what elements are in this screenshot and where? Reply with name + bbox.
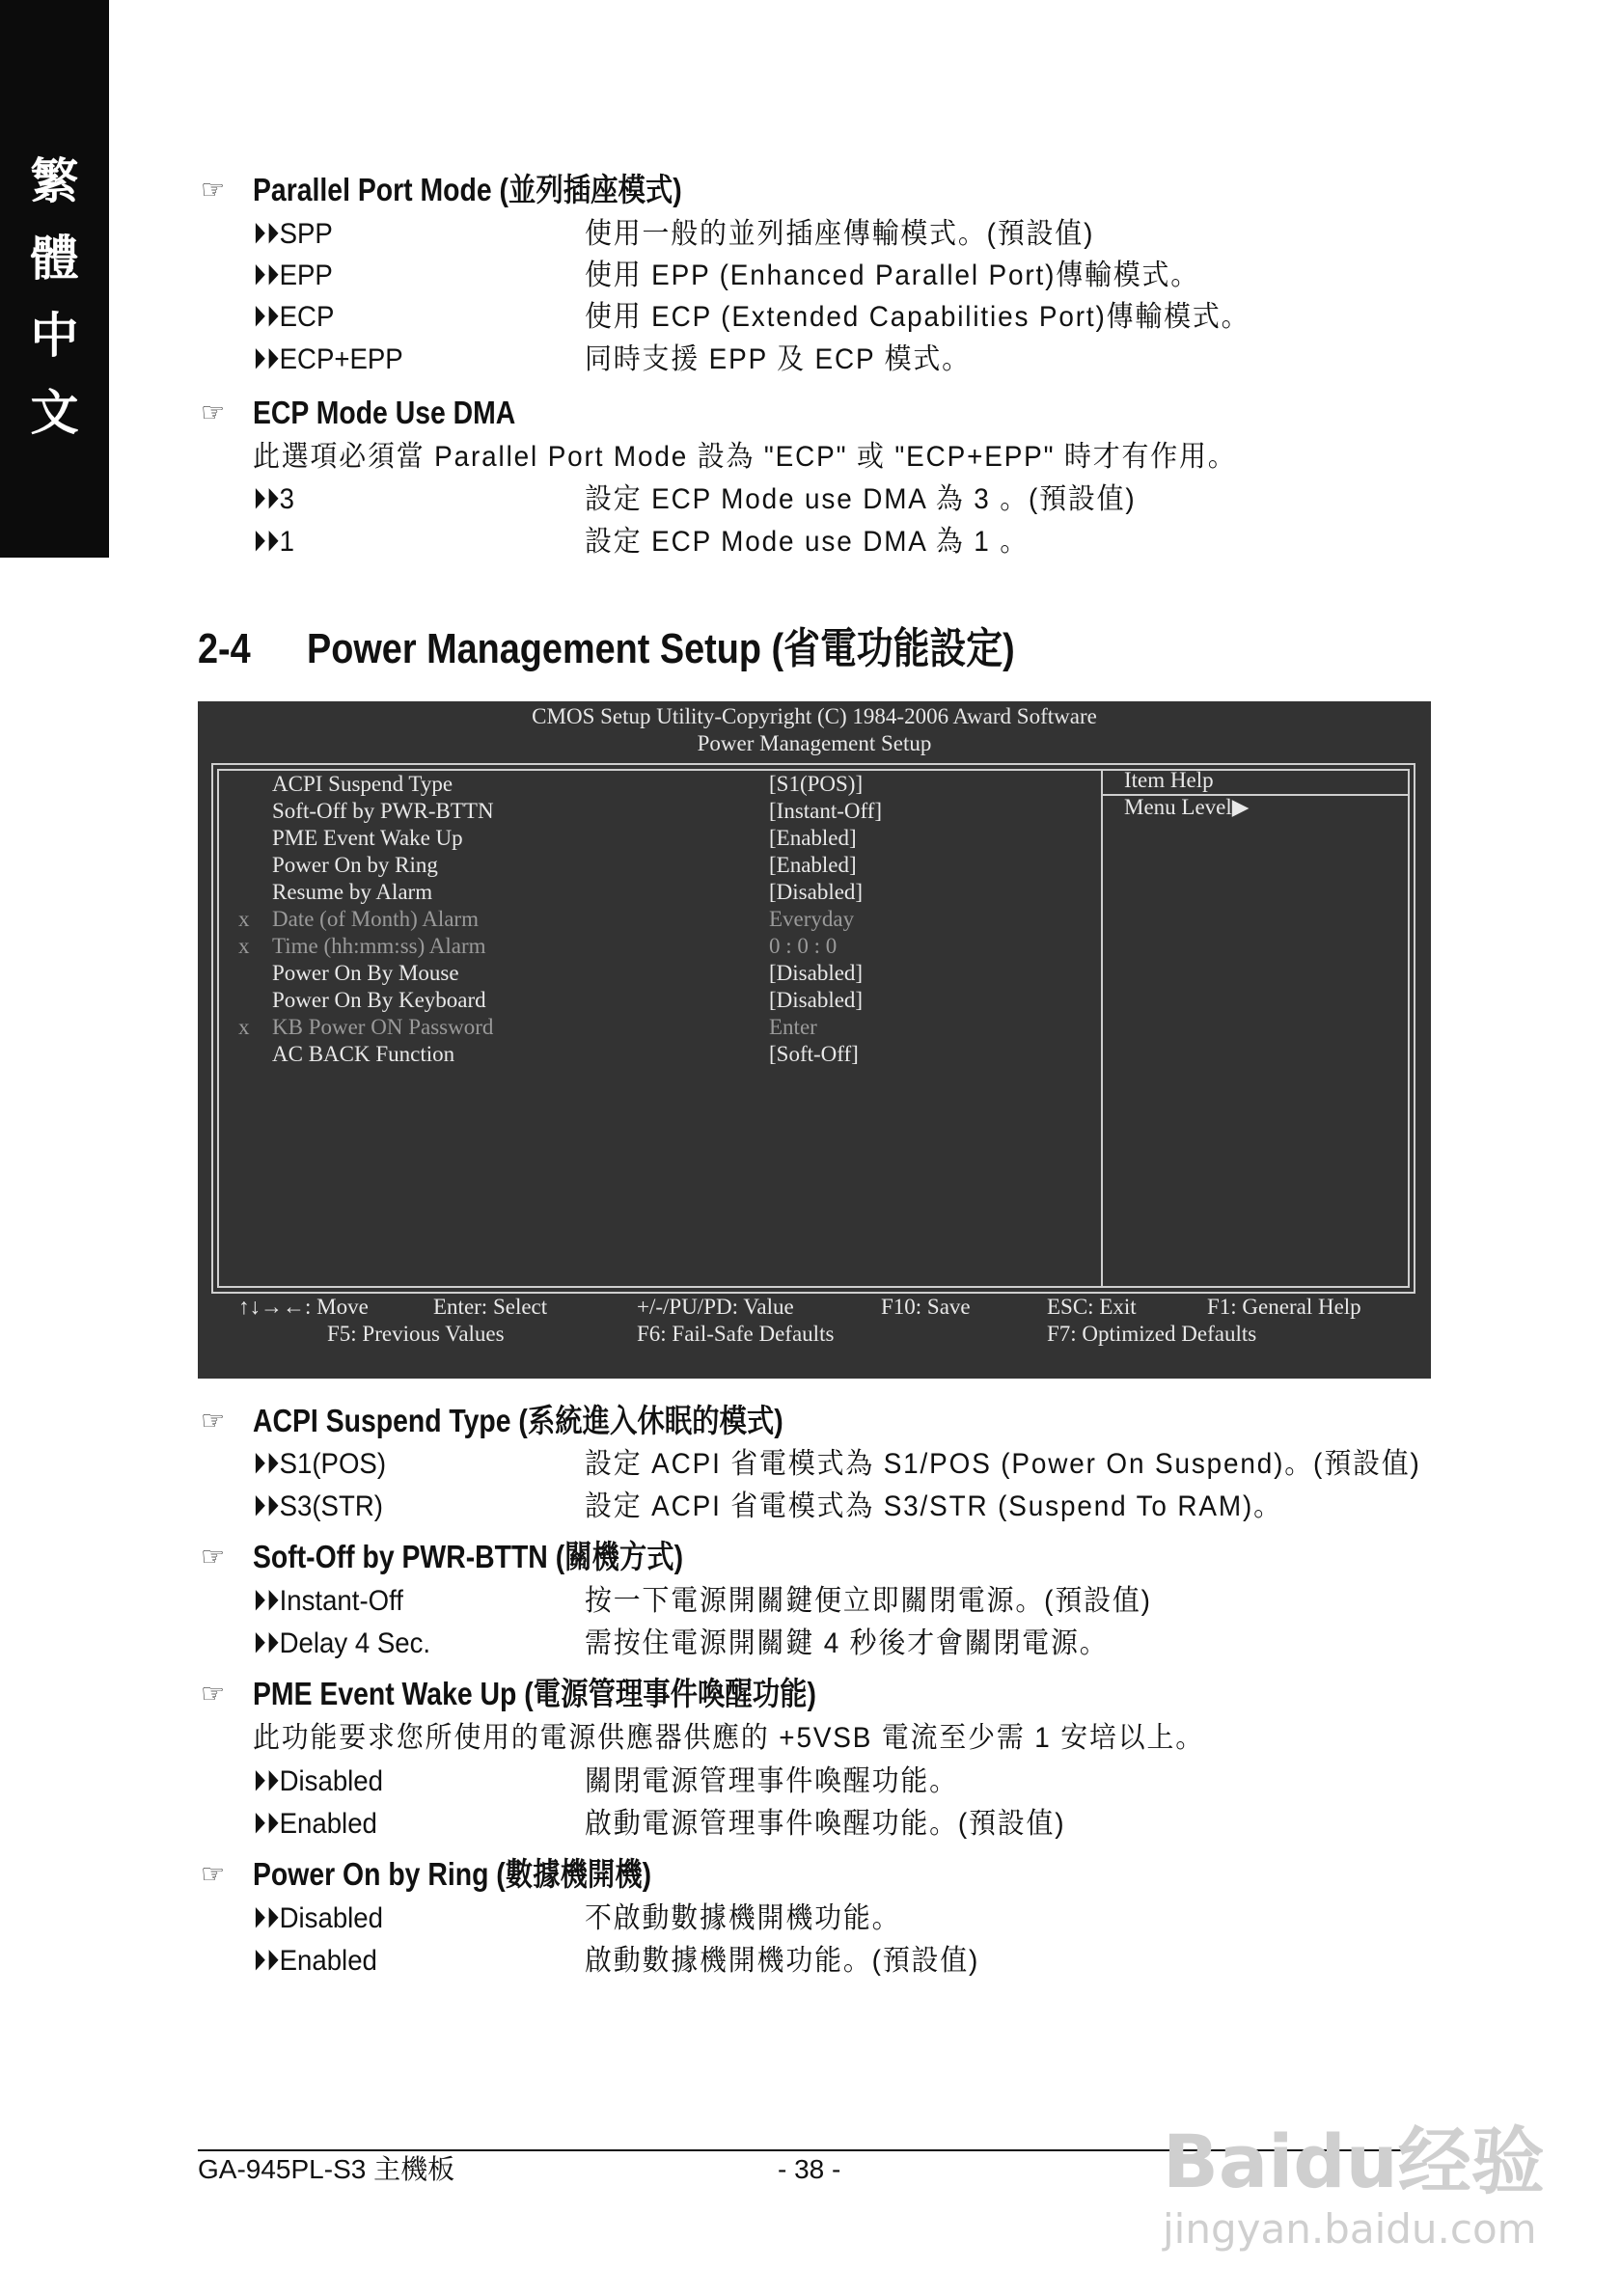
bios-setting-label: Power On by Ring — [272, 853, 438, 877]
pointing-hand-icon: ☞ — [201, 1406, 226, 1435]
option-desc: 按一下電源開關鍵便立即關閉電源。(預設值) — [585, 1585, 1152, 1617]
bios-setting-label: Resume by Alarm — [272, 880, 433, 904]
item-help-title: Item Help — [1124, 768, 1214, 792]
side-tab-char: 繁 — [30, 152, 79, 209]
option-desc: 需按住電源開關鍵 4 秒後才會關閉電源。 — [585, 1627, 1109, 1659]
watermark-logo: Baidu经验 — [1163, 2118, 1545, 2204]
section-title-pme: PME Event Wake Up (電源管理事件喚醒功能) — [253, 1676, 816, 1711]
option-item — [253, 298, 334, 337]
double-arrow-icon: ⏵⏵ — [253, 1945, 280, 1977]
option-desc: 設定 ACPI 省電模式為 S3/STR (Suspend To RAM)。 — [585, 1490, 1282, 1522]
option-name: ECP — [279, 301, 335, 333]
section-title-ring: Power On by Ring (數據機開機) — [253, 1856, 652, 1892]
double-arrow-icon: ⏵⏵ — [253, 1585, 280, 1617]
option-desc: 不啟動數據機開機功能。 — [585, 1902, 901, 1934]
bios-setting-row-disabled — [198, 1014, 1095, 1041]
bios-setting-value[interactable]: [Enabled] — [769, 853, 857, 877]
option-desc: 啟動電源管理事件喚醒功能。(預設值) — [585, 1808, 1066, 1840]
bios-setting-label: Power On By Mouse — [272, 961, 459, 985]
bios-setting-row[interactable] — [198, 1041, 1095, 1068]
option-desc: 使用 ECP (Extended Capabilities Port)傳輸模式。 — [585, 301, 1250, 333]
option-desc: 使用一般的並列插座傳輸模式。(預設值) — [585, 218, 1095, 250]
bios-setting-row[interactable] — [198, 879, 1095, 906]
bios-setting-label: Date (of Month) Alarm — [272, 907, 479, 931]
bios-setting-label: Soft-Off by PWR-BTTN — [272, 799, 494, 823]
bios-setting-value[interactable]: [Instant-Off] — [769, 799, 883, 823]
right-triangle-icon: ▶ — [1231, 795, 1250, 819]
option-name: ECP+EPP — [279, 343, 403, 375]
footer-enter: Enter: Select — [433, 1295, 548, 1319]
bios-setting-label: Time (hh:mm:ss) Alarm — [272, 934, 486, 958]
bios-screen — [198, 701, 1431, 1379]
double-arrow-icon: ⏵⏵ — [253, 1902, 280, 1934]
page-number: - 38 - — [778, 2154, 841, 2184]
bios-setting-value[interactable]: [Disabled] — [769, 961, 864, 985]
disabled-mark: x — [238, 907, 250, 931]
bios-setting-row[interactable] — [198, 852, 1095, 879]
option-desc: 同時支援 EPP 及 ECP 模式。 — [585, 343, 971, 375]
bios-setting-row[interactable] — [198, 987, 1095, 1014]
section-note: 此功能要求您所使用的電源供應器供應的 +5VSB 電流至少需 1 安培以上。 — [253, 1722, 1205, 1754]
option-name: 3 — [279, 483, 294, 515]
option-item — [253, 523, 294, 561]
option-desc: 使用 EPP (Enhanced Parallel Port)傳輸模式。 — [585, 260, 1200, 291]
section-note: 此選項必須當 Parallel Port Mode 設為 "ECP" 或 "ECP+EPP" 時才有作用。 — [253, 441, 1237, 473]
section-title-parallel: Parallel Port Mode (並列插座模式) — [253, 172, 682, 207]
option-desc: 關閉電源管理事件喚醒功能。 — [585, 1765, 958, 1797]
footer-fail-safe: F6: Fail-Safe Defaults — [637, 1322, 835, 1346]
pointing-hand-icon: ☞ — [201, 1542, 226, 1572]
watermark-url: jingyan.baidu.com — [1163, 2205, 1537, 2253]
option-name: Disabled — [279, 1765, 383, 1797]
option-name: Enabled — [279, 1808, 377, 1840]
section-title-ecp-dma: ECP Mode Use DMA — [253, 395, 516, 430]
section-number: 2-4 — [198, 625, 251, 672]
bios-setting-value[interactable]: [Enabled] — [769, 826, 857, 850]
disabled-mark: x — [238, 1015, 250, 1039]
option-item — [253, 1582, 403, 1621]
section-title-softoff: Soft-Off by PWR-BTTN (關機方式) — [253, 1539, 684, 1574]
bios-setting-label: Power On By Keyboard — [272, 988, 486, 1012]
pointing-hand-icon: ☞ — [201, 397, 226, 427]
double-arrow-icon: ⏵⏵ — [253, 1627, 280, 1659]
bios-header-copyright: CMOS Setup Utility-Copyright (C) 1984-2006 Award Software — [532, 704, 1097, 728]
option-name: Enabled — [279, 1945, 377, 1977]
double-arrow-icon: ⏵⏵ — [253, 260, 280, 291]
option-name: 1 — [279, 526, 294, 558]
footer-optimized: F7: Optimized Defaults — [1047, 1322, 1257, 1346]
option-item — [253, 480, 294, 519]
bios-header-title: Power Management Setup — [697, 731, 932, 755]
option-desc: 設定 ECP Mode use DMA 為 1 。 — [585, 526, 1029, 558]
double-arrow-icon: ⏵⏵ — [253, 483, 280, 515]
bios-divider — [1101, 769, 1103, 1288]
menu-level — [1124, 794, 1249, 821]
footer-save: F10: Save — [881, 1295, 971, 1319]
option-desc: 設定 ACPI 省電模式為 S1/POS (Power On Suspend)。(預設值) — [585, 1448, 1421, 1480]
footer-exit: ESC: Exit — [1047, 1295, 1137, 1319]
double-arrow-icon: ⏵⏵ — [253, 343, 280, 375]
option-name: Delay 4 Sec. — [279, 1627, 431, 1659]
option-desc: 啟動數據機開機功能。(預設值) — [585, 1945, 980, 1977]
option-item — [253, 1900, 383, 1938]
side-tab-char: 體 — [30, 230, 79, 287]
option-name: SPP — [279, 218, 333, 250]
bios-setting-row-disabled — [198, 906, 1095, 933]
double-arrow-icon: ⏵⏵ — [253, 1490, 280, 1522]
option-item — [253, 1625, 430, 1663]
double-arrow-icon: ⏵⏵ — [253, 301, 280, 333]
disabled-mark: x — [238, 934, 250, 958]
option-name: Disabled — [279, 1902, 383, 1934]
option-name: Instant-Off — [279, 1585, 403, 1617]
footer-value: +/-/PU/PD: Value — [637, 1295, 794, 1319]
option-name: S1(POS) — [279, 1448, 387, 1480]
language-side-tab — [0, 0, 109, 558]
footer-general-help: F1: General Help — [1207, 1295, 1361, 1319]
bios-setting-label: AC BACK Function — [272, 1042, 455, 1066]
option-item — [253, 1942, 377, 1981]
option-item — [253, 1488, 383, 1526]
bios-setting-value[interactable]: [Disabled] — [769, 880, 864, 904]
double-arrow-icon: ⏵⏵ — [253, 1448, 280, 1480]
side-tab-char: 中 — [30, 307, 79, 364]
bios-setting-label: ACPI Suspend Type — [272, 772, 453, 796]
bios-setting-row-disabled — [198, 933, 1095, 960]
bios-setting-value: Everyday — [769, 907, 855, 931]
double-arrow-icon: ⏵⏵ — [253, 1808, 280, 1840]
double-arrow-icon: ⏵⏵ — [253, 526, 280, 558]
menu-level-label: Menu Level — [1124, 795, 1232, 819]
pointing-hand-icon: ☞ — [201, 175, 226, 205]
option-item — [253, 341, 403, 379]
bios-setting-value: 0 : 0 : 0 — [769, 934, 838, 958]
bios-setting-row[interactable] — [198, 771, 1095, 798]
footer-move: ↑↓→←: Move — [238, 1295, 369, 1319]
bios-setting-row[interactable] — [198, 825, 1095, 852]
footer-model: GA-945PL-S3 主機板 — [198, 2154, 455, 2184]
option-item — [253, 215, 333, 254]
section-title-acpi: ACPI Suspend Type (系統進入休眠的模式) — [253, 1403, 783, 1438]
bios-setting-row[interactable] — [198, 960, 1095, 987]
bios-setting-value[interactable]: [Disabled] — [769, 988, 864, 1012]
option-item — [253, 257, 333, 295]
section-heading: Power Management Setup (省電功能設定) — [307, 625, 1015, 672]
option-item — [253, 1763, 383, 1801]
double-arrow-icon: ⏵⏵ — [253, 1765, 280, 1797]
option-name: S3(STR) — [279, 1490, 383, 1522]
option-name: EPP — [279, 260, 333, 291]
bios-setting-value[interactable]: [Soft-Off] — [769, 1042, 859, 1066]
bios-setting-row[interactable] — [198, 798, 1095, 825]
pointing-hand-icon: ☞ — [201, 1859, 226, 1889]
side-tab-char: 文 — [30, 384, 79, 441]
footer-previous-values: F5: Previous Values — [327, 1322, 505, 1346]
bios-setting-label: PME Event Wake Up — [272, 826, 463, 850]
bios-setting-label: KB Power ON Password — [272, 1015, 494, 1039]
option-item — [253, 1445, 386, 1484]
double-arrow-icon: ⏵⏵ — [253, 218, 280, 250]
bios-setting-value: Enter — [769, 1015, 817, 1039]
option-item — [253, 1805, 377, 1844]
bios-setting-value[interactable]: [S1(POS)] — [769, 772, 864, 796]
option-desc: 設定 ECP Mode use DMA 為 3 。(預設值) — [585, 483, 1137, 515]
pointing-hand-icon: ☞ — [201, 1679, 226, 1708]
